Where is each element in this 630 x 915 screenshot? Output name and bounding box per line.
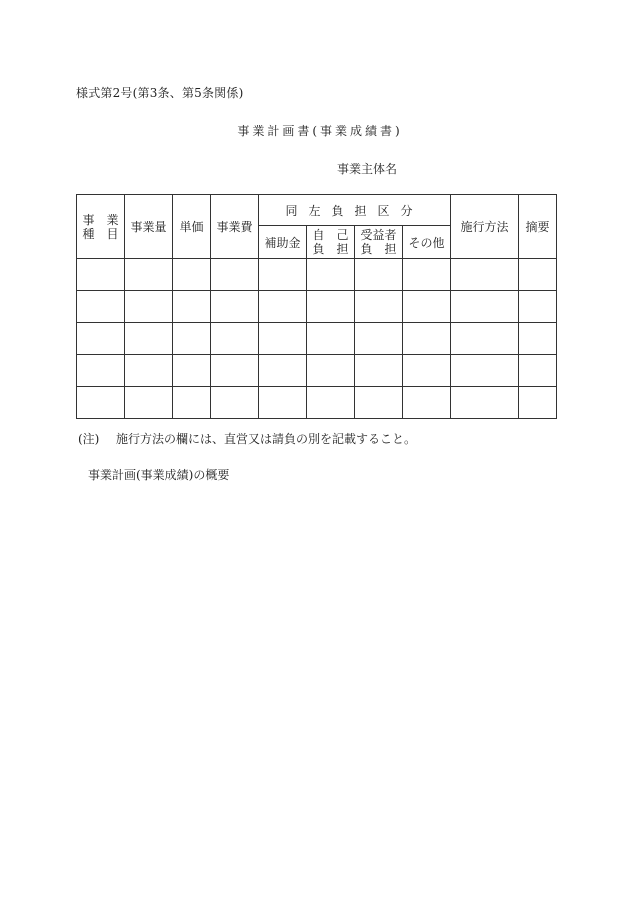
table-cell[interactable] [125,259,173,291]
table-row [77,259,557,291]
note-label: (注) [78,432,100,446]
table-cell[interactable] [211,323,259,355]
table-cell[interactable] [403,387,451,419]
table-cell[interactable] [259,259,307,291]
header-quantity: 事業量 [125,195,173,259]
header-cost: 事業費 [211,195,259,259]
header-method: 施行方法 [451,195,519,259]
table-cell[interactable] [77,323,125,355]
table-cell[interactable] [451,259,519,291]
table-cell[interactable] [519,291,557,323]
header-burden-group: 同左負担区分 [259,195,451,226]
table-cell[interactable] [307,355,355,387]
table-cell[interactable] [451,355,519,387]
table-cell[interactable] [451,387,519,419]
table-cell[interactable] [211,291,259,323]
table-row [77,387,557,419]
table-cell[interactable] [519,259,557,291]
overview-heading: 事業計画(事業成績)の概要 [88,468,230,482]
table-cell[interactable] [125,355,173,387]
table-cell[interactable] [77,355,125,387]
table-cell[interactable] [403,291,451,323]
table-cell[interactable] [259,355,307,387]
table-cell[interactable] [173,355,211,387]
table-note [78,430,416,447]
table-cell[interactable] [173,259,211,291]
header-beneficiary-burden: 受益者 負 担 [355,226,403,259]
table-cell[interactable] [259,291,307,323]
table-row [77,291,557,323]
table-cell[interactable] [519,355,557,387]
header-self-burden: 自 己 負 担 [307,226,355,259]
table-cell[interactable] [173,387,211,419]
table-cell[interactable] [77,259,125,291]
business-plan-table [76,194,557,419]
table-cell[interactable] [403,259,451,291]
entity-name-label: 事業主体名 [337,162,398,176]
table-cell[interactable] [519,323,557,355]
table-cell[interactable] [355,323,403,355]
table-cell[interactable] [355,355,403,387]
table-cell[interactable] [519,387,557,419]
table-cell[interactable] [259,323,307,355]
table-cell[interactable] [173,291,211,323]
header-row-top [77,195,557,226]
table-cell[interactable] [355,387,403,419]
table-cell[interactable] [355,291,403,323]
form-number: 様式第2号(第3条、第5条関係) [76,86,244,100]
table-row [77,323,557,355]
header-remarks: 摘要 [519,195,557,259]
table-row [77,355,557,387]
header-unit-price: 単価 [173,195,211,259]
table-cell[interactable] [451,291,519,323]
table-cell[interactable] [77,291,125,323]
table-cell[interactable] [259,387,307,419]
header-other: その他 [403,226,451,259]
table-cell[interactable] [403,323,451,355]
header-subsidy: 補助金 [259,226,307,259]
table-cell[interactable] [125,323,173,355]
table-cell[interactable] [403,355,451,387]
table-cell[interactable] [173,323,211,355]
table-cell[interactable] [125,387,173,419]
document-title: 事業計画書(事業成績書) [237,124,403,138]
table-cell[interactable] [125,291,173,323]
table-cell[interactable] [307,387,355,419]
table-cell[interactable] [307,323,355,355]
table-cell[interactable] [451,323,519,355]
table-cell[interactable] [211,387,259,419]
header-item-category: 事 業 種 目 [77,195,125,259]
table-cell[interactable] [211,259,259,291]
note-text: 施行方法の欄には、直営又は請負の別を記載すること。 [116,432,417,446]
table-cell[interactable] [211,355,259,387]
table-cell[interactable] [307,291,355,323]
table-cell[interactable] [77,387,125,419]
table-cell[interactable] [355,259,403,291]
table-cell[interactable] [307,259,355,291]
